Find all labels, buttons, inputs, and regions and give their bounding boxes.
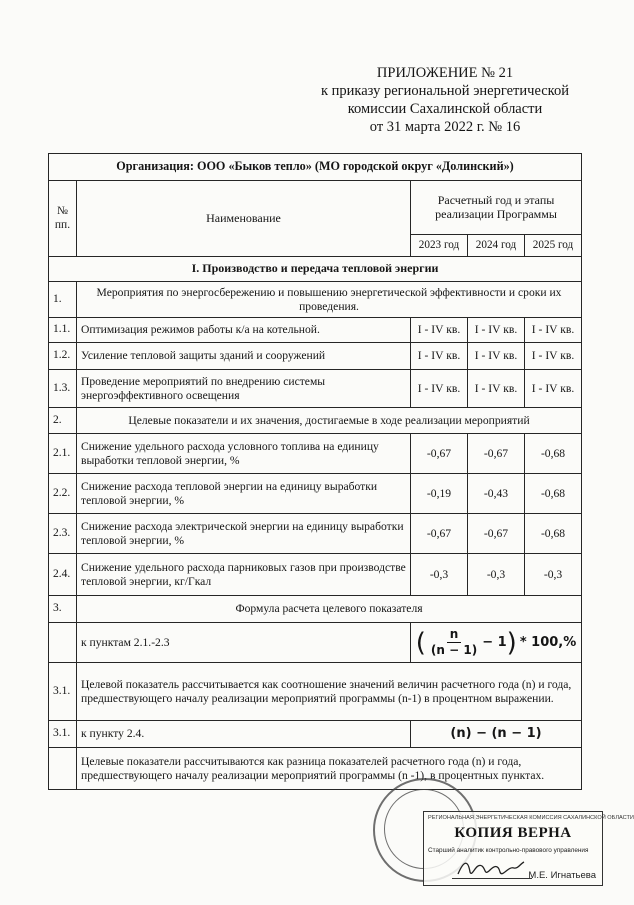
col-name-header: Наименование <box>77 181 411 257</box>
organization-name: Организация: ООО «Быков тепло» (МО городской округ «Долинский») <box>49 154 582 181</box>
measure-name: Оптимизация режимов работы к/а на котельной. <box>77 318 411 343</box>
table-row <box>49 663 582 721</box>
table-row <box>49 623 582 663</box>
measures-heading: Мероприятия по энергосбережению и повышению энергетической эффективности и сроки их проведения. <box>77 282 582 318</box>
table-row <box>49 596 582 623</box>
table-row <box>49 554 582 596</box>
indicator-value: -0,3 <box>525 554 582 596</box>
table-row <box>49 474 582 514</box>
indicator-value: -0,43 <box>468 474 525 514</box>
measure-term: I - IV кв. <box>468 318 525 343</box>
stamp-role: Старший аналитик контрольно-правового управления <box>428 847 589 854</box>
row-number: 2.4. <box>49 554 77 596</box>
indicator-value: -0,68 <box>525 474 582 514</box>
formula-description: Целевые показатели рассчитываются как разница показателей расчетного года (n) и года, предшествующего началу реализации мероприятий программы (n -1), в процентных пунктах. <box>77 748 582 790</box>
measure-term: I - IV кв. <box>411 318 468 343</box>
indicator-name: Снижение удельного расхода условного топлива на единицу выработки тепловой энергии, % <box>77 434 411 474</box>
formula-numerator: n <box>447 627 462 643</box>
stamp-organization: РЕГИОНАЛЬНАЯ ЭНЕРГЕТИЧЕСКАЯ КОМИССИЯ САХАЛИНСКОЙ ОБЛАСТИ <box>428 815 634 821</box>
row-number: 3.1. <box>49 721 77 748</box>
indicator-value: -0,68 <box>525 434 582 474</box>
row-number: 1. <box>49 282 77 318</box>
table-row <box>49 318 582 343</box>
section-row <box>49 257 582 282</box>
commission-name: комиссии Сахалинской области <box>347 101 543 117</box>
measure-term: I - IV кв. <box>468 370 525 408</box>
table-row <box>49 434 582 474</box>
order-reference: к приказу региональной энергетической <box>320 83 569 99</box>
indicator-name: Снижение удельного расхода парниковых газов при производстве тепловой энергии, кг/Гкал <box>77 554 411 596</box>
row-number: 2.1. <box>49 434 77 474</box>
measure-term: I - IV кв. <box>468 343 525 370</box>
table-row <box>49 370 582 408</box>
row-number: 1.2. <box>49 343 77 370</box>
signature-line <box>452 878 532 879</box>
stamp-title: КОПИЯ ВЕРНА <box>454 825 572 841</box>
organization-row <box>49 154 582 181</box>
formula-percent: * 100,% <box>519 634 577 650</box>
table-row <box>49 721 582 748</box>
measure-term: I - IV кв. <box>525 370 582 408</box>
row-number: 2.3. <box>49 514 77 554</box>
indicator-name: Снижение расхода тепловой энергии на единицу выработки тепловой энергии, % <box>77 474 411 514</box>
signer-name: М.Е. Игнатьева <box>528 870 596 881</box>
measure-name: Проведение мероприятий по внедрению системы энергоэффективного освещения <box>77 370 411 408</box>
section-title: I. Производство и передача тепловой энергии <box>49 257 582 282</box>
indicator-value: -0,67 <box>468 514 525 554</box>
order-date: от 31 марта 2022 г. № 16 <box>369 119 521 135</box>
col-num-header: № пп. <box>49 181 77 257</box>
measure-name: Усиление тепловой защиты зданий и сооружений <box>77 343 411 370</box>
year-header: 2023 год <box>411 235 468 257</box>
formula-minus-one: − 1 <box>482 634 507 650</box>
table-row <box>49 343 582 370</box>
row-number: 2. <box>49 408 77 434</box>
row-number: 3. <box>49 596 77 623</box>
formula-heading: Формула расчета целевого показателя <box>77 596 582 623</box>
indicator-value: -0,19 <box>411 474 468 514</box>
signature <box>454 856 526 880</box>
appendix-title: ПРИЛОЖЕНИЕ № 21 <box>376 65 514 81</box>
program-table <box>48 153 582 790</box>
year-header: 2024 год <box>468 235 525 257</box>
certified-copy-stamp <box>423 811 634 886</box>
measure-term: I - IV кв. <box>411 370 468 408</box>
row-number: 3.1. <box>49 663 77 721</box>
indicator-value: -0,3 <box>468 554 525 596</box>
row-number: 1.1. <box>49 318 77 343</box>
table-row <box>49 282 582 318</box>
measure-term: I - IV кв. <box>411 343 468 370</box>
year-header: 2025 год <box>525 235 582 257</box>
table-row <box>49 408 582 434</box>
table-head-row <box>49 181 582 235</box>
indicators-heading: Целевые показатели и их значения, достигаемые в ходе реализации мероприятий <box>77 408 582 434</box>
formula-scope: к пунктам 2.1.-2.3 <box>77 623 411 663</box>
formula-difference: (n) − (n − 1) <box>411 721 582 748</box>
measure-term: I - IV кв. <box>525 318 582 343</box>
table-row <box>49 514 582 554</box>
row-number: 2.2. <box>49 474 77 514</box>
table-row <box>49 748 582 790</box>
indicator-name: Снижение расхода электрической энергии на единицу выработки тепловой энергии, % <box>77 514 411 554</box>
row-number: 1.3. <box>49 370 77 408</box>
document-header <box>300 64 590 136</box>
indicator-value: -0,67 <box>411 514 468 554</box>
formula-denominator: (n − 1) <box>430 643 478 657</box>
indicator-value: -0,68 <box>525 514 582 554</box>
formula-description: Целевой показатель рассчитывается как соотношение значений величин расчетного года (n) и года, предшествующего началу реализации мероприятий программы (n-1) в процентном выражении. <box>77 663 582 721</box>
indicator-value: -0,67 <box>411 434 468 474</box>
indicator-value: -0,67 <box>468 434 525 474</box>
formula-scope: к пункту 2.4. <box>77 721 411 748</box>
indicator-value: -0,3 <box>411 554 468 596</box>
formula-ratio: ( $\frac{n}{(n - 1)}$ − 1 ) * 100,% <box>411 623 582 663</box>
years-group-header: Расчетный год и этапы реализации Программы <box>411 181 582 235</box>
measure-term: I - IV кв. <box>525 343 582 370</box>
